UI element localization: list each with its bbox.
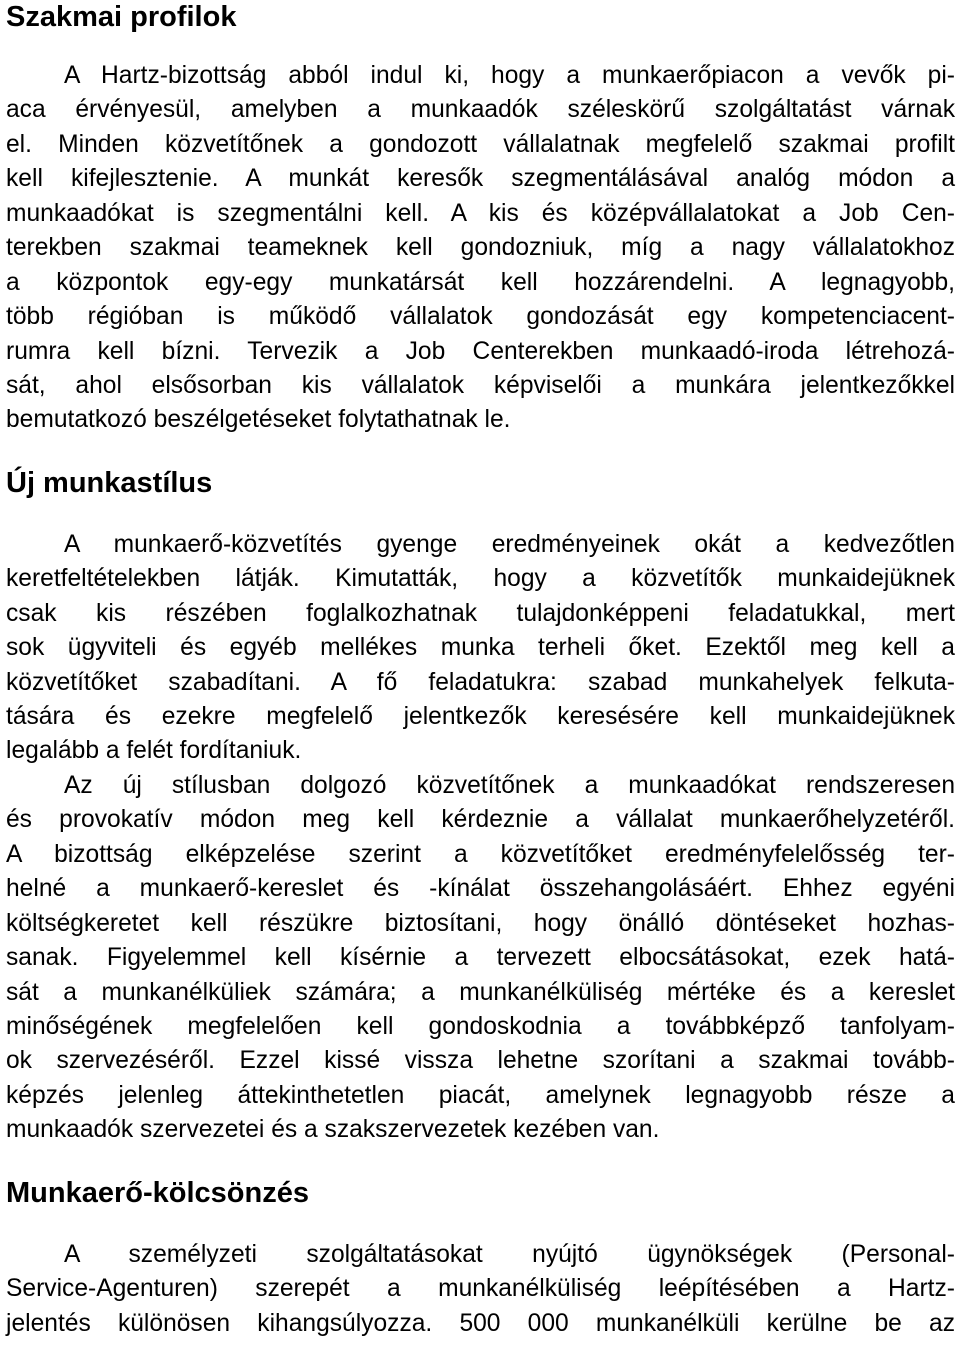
text-line: munkaadók szervezetei és a szakszervezetek kezében van. bbox=[6, 1116, 660, 1144]
text-line: Service-Agenturen) szerepét a munkanélküliség leépítésében a Hartz- bbox=[6, 1275, 955, 1303]
text-line: A bizottság elképzelése szerint a közvetítőket eredményfelelősség ter- bbox=[6, 840, 955, 868]
text-line: keretfeltételekben látják. Kimutatták, hogy a közvetítők munkaidejüknek bbox=[6, 565, 955, 593]
text-line: terekben szakmai teameknek kell gondozniuk, míg a nagy vállalatokhoz bbox=[6, 234, 955, 262]
text-line: el. Minden közvetítőnek a gondozott vállalatnak megfelelő szakmai profilt bbox=[6, 130, 955, 158]
text-line: A Hartz-bizottság abból indul ki, hogy a munkaerőpiacon a vevők pi- bbox=[64, 62, 955, 89]
text-line: legalább a felét fordítaniuk. bbox=[6, 737, 302, 765]
section-body-munkaero-kolcsonzes bbox=[6, 1238, 955, 1341]
text-line: sok ügyviteli és egyéb mellékes munka terheli őket. Ezektől meg kell a bbox=[6, 634, 955, 662]
section-body-uj-munkastilus bbox=[6, 528, 955, 1148]
text-line: több régióban is működő vállalatok gondozását egy kompetenciacent- bbox=[6, 303, 955, 331]
text-line: Az új stílusban dolgozó közvetítőnek a munkaadókat rendszeresen bbox=[64, 771, 955, 799]
text-line: rumra kell bízni. Tervezik a Job Centerekben munkaadó-iroda létrehozá- bbox=[6, 337, 955, 365]
text-line: A személyzeti szolgáltatásokat nyújtó ügynökségek (Personal- bbox=[64, 1240, 955, 1268]
text-line: csak kis részében foglalkozhatnak tulajdonképpeni feladatukkal, mert bbox=[6, 599, 955, 627]
section-heading-szakmai-profilok: Szakmai profilok bbox=[6, 1, 237, 33]
text-line: sát, ahol elsősorban kis vállalatok képviselői a munkára jelentkezőkkel bbox=[6, 371, 955, 399]
text-line: és provokatív módon meg kell kérdeznie a vállalat munkaerőhelyzetéről. bbox=[6, 806, 955, 834]
text-line: munkaadókat is szegmentálni kell. A kis és középvállalatokat a Job Cen- bbox=[6, 199, 955, 227]
text-line: bemutatkozó beszélgetéseket folytathatnak le. bbox=[6, 406, 511, 434]
text-line: a központok egy-egy munkatársát kell hozzárendelni. A legnagyobb, bbox=[6, 268, 955, 296]
text-line: minőségének megfelelően kell gondoskodnia a továbbképző tanfolyam- bbox=[6, 1012, 955, 1040]
text-line: sanak. Figyelemmel kell kísérnie a tervezett elbocsátásokat, ezek hatá- bbox=[6, 944, 955, 972]
text-line: sát a munkanélküliek számára; a munkanélküliség mértéke és a kereslet bbox=[6, 978, 955, 1006]
section-heading-uj-munkastilus: Új munkastílus bbox=[6, 466, 213, 499]
text-line: helné a munkaerő-kereslet és -kínálat összehangolásáért. Ehhez egyéni bbox=[6, 875, 955, 903]
section-heading-munkaero-kolcsonzes: Munkaerő-kölcsönzés bbox=[6, 1176, 309, 1209]
document-page bbox=[6, 0, 955, 1341]
text-line: közvetítőket szabadítani. A fő feladatukra: szabad munkahelyek felkuta- bbox=[6, 668, 955, 696]
text-line: tására és ezekre megfelelő jelentkezők keresésére kell munkaidejüknek bbox=[6, 703, 955, 730]
text-line: aca érvényesül, amelyben a munkaadók széleskörű szolgáltatást várnak bbox=[6, 96, 955, 124]
text-line: jelentés különösen kihangsúlyozza. 500 000 munkanélküli kerülne be az bbox=[6, 1309, 955, 1337]
text-line: A munkaerő-közvetítés gyenge eredményeinek okát a kedvezőtlen bbox=[64, 530, 955, 558]
text-line: képzés jelenleg áttekinthetetlen piacát, amelynek legnagyobb része a bbox=[6, 1081, 955, 1109]
text-line: költségkeretet kell részükre biztosítani, hogy önálló döntéseket hozhas- bbox=[6, 909, 955, 937]
section-body-szakmai-profilok bbox=[6, 59, 955, 438]
text-line: kell kifejlesztenie. A munkát keresők szegmentálásával analóg módon a bbox=[6, 165, 955, 193]
text-line: ok szervezéséről. Ezzel kissé vissza lehetne szorítani a szakmai tovább- bbox=[6, 1047, 955, 1075]
